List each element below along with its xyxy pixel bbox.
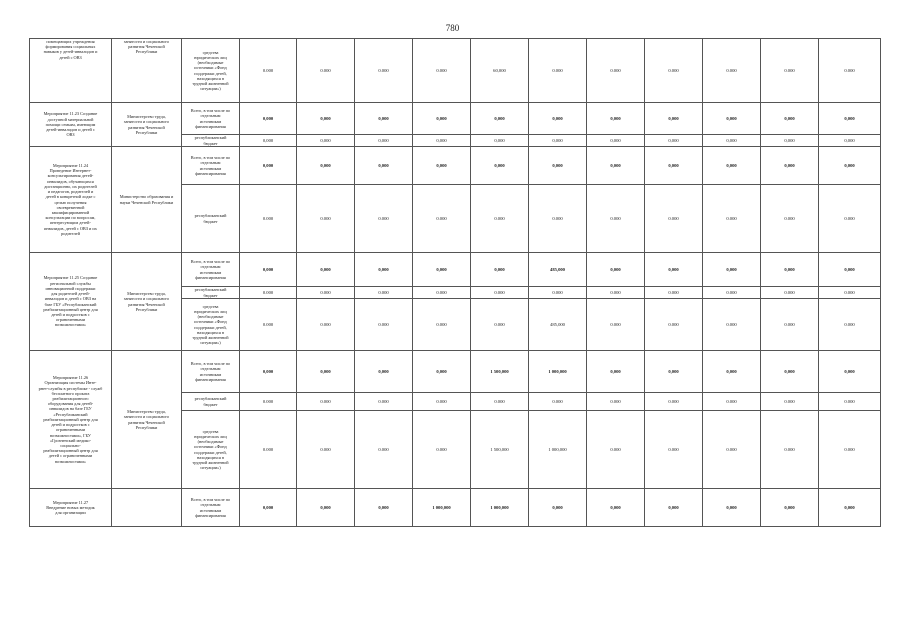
value-cell: 0,000 bbox=[645, 489, 703, 527]
value-cell: 0.000 bbox=[703, 299, 761, 351]
value-cell: 0,000 bbox=[297, 103, 355, 135]
value-cell: 0.000 bbox=[355, 299, 413, 351]
value-cell: 0,000 bbox=[240, 489, 297, 527]
value-cell: 0,000 bbox=[761, 253, 819, 287]
value-cell: 0,000 bbox=[529, 135, 587, 147]
value-cell: 0.000 bbox=[240, 287, 297, 299]
value-cell: 0.000 bbox=[297, 411, 355, 489]
value-cell: 0,000 bbox=[529, 489, 587, 527]
value-cell: 0,000 bbox=[471, 103, 529, 135]
value-cell: 0.000 bbox=[761, 393, 819, 411]
funding-source-cell: Всего, в том числе по отдельным источникам финансирования bbox=[182, 351, 240, 393]
value-cell: 0.000 bbox=[297, 39, 355, 103]
value-cell: 0.000 bbox=[819, 411, 881, 489]
value-cell: 0.000 bbox=[297, 393, 355, 411]
value-cell: 0.000 bbox=[471, 299, 529, 351]
executor-cell: занятости и социального развития Чеченской Республики bbox=[112, 39, 182, 103]
value-cell: 0,000 bbox=[819, 253, 881, 287]
funding-source-cell: средства юридических лиц (необходимые источники «Фонд поддержки детей, находящихся в трудной жизненной ситуации») bbox=[182, 39, 240, 103]
value-cell: 0,000 bbox=[819, 135, 881, 147]
budget-table bbox=[29, 38, 881, 527]
value-cell: 0.000 bbox=[529, 393, 587, 411]
value-cell: 0.000 bbox=[297, 299, 355, 351]
executor-cell: Министерство труда, занятости и социального развития Чеченской Республики bbox=[112, 103, 182, 147]
value-cell: 1 000,000 bbox=[529, 351, 587, 393]
page-number: 780 bbox=[445, 23, 460, 33]
value-cell: 0,000 bbox=[297, 147, 355, 185]
value-cell: 0.000 bbox=[761, 299, 819, 351]
funding-source-cell: республиканский бюджет bbox=[182, 135, 240, 147]
value-cell: 0,000 bbox=[471, 253, 529, 287]
value-cell: 1 000,000 bbox=[529, 411, 587, 489]
value-cell: 0.000 bbox=[761, 411, 819, 489]
table-row bbox=[30, 147, 881, 185]
value-cell: 0,000 bbox=[819, 489, 881, 527]
value-cell: 0.000 bbox=[240, 299, 297, 351]
value-cell: 0,000 bbox=[413, 135, 471, 147]
value-cell: 0.000 bbox=[587, 411, 645, 489]
value-cell: 0,000 bbox=[645, 103, 703, 135]
measure-cell: Мероприятие 11.23 Создание доступной материальной помощи семьям, имеющим детей-инвалидов и детей с ОВЗ bbox=[30, 103, 112, 147]
value-cell: 0.000 bbox=[645, 185, 703, 253]
measure-cell: Мероприятие 11.27 Внедрение новых методик для организации bbox=[30, 489, 112, 527]
value-cell: 0,000 bbox=[240, 135, 297, 147]
value-cell: 0.000 bbox=[413, 411, 471, 489]
funding-source-cell: республиканский бюджет bbox=[182, 393, 240, 411]
value-cell: 0.000 bbox=[587, 299, 645, 351]
value-cell: 0.000 bbox=[703, 411, 761, 489]
value-cell: 0,000 bbox=[587, 103, 645, 135]
value-cell: 0,000 bbox=[819, 351, 881, 393]
value-cell: 0.000 bbox=[471, 185, 529, 253]
funding-source-cell: Всего, в том числе по отдельным источникам финансирования bbox=[182, 489, 240, 527]
value-cell: 0.000 bbox=[355, 287, 413, 299]
value-cell: 0,000 bbox=[471, 147, 529, 185]
executor-cell: Министерство труда, занятости и социального развития Чеченской Республики bbox=[112, 253, 182, 351]
value-cell: 0.000 bbox=[355, 185, 413, 253]
value-cell: 0.000 bbox=[645, 39, 703, 103]
measure-cell: Мероприятие 11.25 Создание региональной службы инновационной поддержки для родителей детей- инвалидов и детей с ОВЗ на базе ГБУ «Республиканский реабилитационный центр для детей и подростков с ограниченными возможностями» bbox=[30, 253, 112, 351]
value-cell: 0,000 bbox=[587, 147, 645, 185]
value-cell: 0,000 bbox=[240, 351, 297, 393]
value-cell: 0.000 bbox=[240, 39, 297, 103]
value-cell: 0,000 bbox=[297, 135, 355, 147]
value-cell: 0.000 bbox=[587, 287, 645, 299]
value-cell: 0.000 bbox=[703, 39, 761, 103]
value-cell: 0,000 bbox=[703, 351, 761, 393]
value-cell: 0.000 bbox=[587, 393, 645, 411]
measure-cell: Мероприятие 11.26 Организация системы Инте- рнет-службы в республике - служб бесплатного проката реабилитационного оборудования для детей- инвалидов на базе ГБУ «Республиканский реабилитационный центр для детей и подростков с ограниченными возможностями», ГБУ «Грозненский медико- социально- реабилитационный центр для детей с ограниченными возможностями» bbox=[30, 351, 112, 489]
table-row bbox=[30, 39, 881, 103]
value-cell: 0.000 bbox=[819, 393, 881, 411]
table-row bbox=[30, 103, 881, 135]
value-cell: 0,000 bbox=[703, 253, 761, 287]
value-cell: 0.000 bbox=[645, 411, 703, 489]
value-cell: 0.000 bbox=[703, 185, 761, 253]
value-cell: 0,000 bbox=[240, 103, 297, 135]
value-cell: 0,000 bbox=[645, 351, 703, 393]
value-cell: 0,000 bbox=[761, 489, 819, 527]
value-cell: 0.000 bbox=[819, 185, 881, 253]
value-cell: 0.000 bbox=[761, 185, 819, 253]
value-cell: 0,000 bbox=[240, 147, 297, 185]
value-cell: 0,000 bbox=[413, 103, 471, 135]
value-cell: 0.000 bbox=[297, 185, 355, 253]
value-cell: 0,000 bbox=[587, 253, 645, 287]
value-cell: 0.000 bbox=[471, 287, 529, 299]
value-cell: 0,000 bbox=[761, 351, 819, 393]
value-cell: 0,000 bbox=[355, 489, 413, 527]
executor-cell bbox=[112, 489, 182, 527]
value-cell: 1 500,000 bbox=[471, 411, 529, 489]
value-cell: 0,000 bbox=[819, 147, 881, 185]
value-cell: 0.000 bbox=[413, 39, 471, 103]
value-cell: 0,000 bbox=[761, 103, 819, 135]
value-cell: 0,000 bbox=[761, 147, 819, 185]
value-cell: 0,000 bbox=[703, 147, 761, 185]
value-cell: 0.000 bbox=[819, 287, 881, 299]
table-row bbox=[30, 489, 881, 527]
funding-source-cell: Всего, в том числе по отдельным источникам финансирования bbox=[182, 103, 240, 135]
executor-cell: Министерство образования и науки Чеченской Республики bbox=[112, 147, 182, 253]
value-cell: 0,000 bbox=[413, 253, 471, 287]
value-cell: 0.000 bbox=[645, 393, 703, 411]
executor-cell: Министерство труда, занятости и социального развития Чеченской Республики bbox=[112, 351, 182, 489]
funding-source-cell: Всего, в том числе по отдельным источникам финансирования bbox=[182, 253, 240, 287]
funding-source-cell: республиканский бюджет bbox=[182, 287, 240, 299]
value-cell: 0.000 bbox=[240, 411, 297, 489]
value-cell: 0.000 bbox=[355, 393, 413, 411]
table-row bbox=[30, 253, 881, 287]
value-cell: 60,000 bbox=[471, 39, 529, 103]
value-cell: 0.000 bbox=[529, 185, 587, 253]
value-cell: 0.000 bbox=[761, 287, 819, 299]
value-cell: 0,000 bbox=[297, 351, 355, 393]
value-cell: 0,000 bbox=[471, 135, 529, 147]
value-cell: 0,000 bbox=[645, 147, 703, 185]
measure-cell: Мероприятие 11.24 Проведение Интернет- консультирования детей- инвалидов, обучающихся дистанционно, их родителей и педагогов, родителей и детей в конкретной лодке с целью получения своевременной квалифицированной консультации по вопросам, интересующим детей- инвалидов, детей с ОВЗ и их родителей bbox=[30, 147, 112, 253]
value-cell: 0.000 bbox=[297, 287, 355, 299]
funding-source-cell: Всего, в том числе по отдельным источникам финансирования bbox=[182, 147, 240, 185]
funding-source-cell: средства юридических лиц (необходимые источники «Фонд поддержки детей, находящихся в трудной жизненной ситуации») bbox=[182, 411, 240, 489]
value-cell: 1 500,000 bbox=[471, 351, 529, 393]
value-cell: 0,000 bbox=[240, 253, 297, 287]
value-cell: 0.000 bbox=[413, 185, 471, 253]
value-cell: 0.000 bbox=[355, 411, 413, 489]
value-cell: 0,000 bbox=[587, 351, 645, 393]
value-cell: 0,000 bbox=[297, 489, 355, 527]
value-cell: 0.000 bbox=[819, 39, 881, 103]
value-cell: 0,000 bbox=[529, 147, 587, 185]
value-cell: 0,000 bbox=[529, 103, 587, 135]
value-cell: 0,000 bbox=[297, 253, 355, 287]
value-cell: 0,000 bbox=[761, 135, 819, 147]
value-cell: 0.000 bbox=[819, 299, 881, 351]
value-cell: 0.000 bbox=[413, 287, 471, 299]
value-cell: 0,000 bbox=[587, 135, 645, 147]
value-cell: 0,000 bbox=[819, 103, 881, 135]
value-cell: 0,000 bbox=[645, 253, 703, 287]
value-cell: 0.000 bbox=[529, 39, 587, 103]
value-cell: 0,000 bbox=[645, 135, 703, 147]
value-cell: 0.000 bbox=[587, 185, 645, 253]
value-cell: 0.000 bbox=[703, 287, 761, 299]
value-cell: 0,000 bbox=[587, 489, 645, 527]
funding-source-cell: республиканский бюджет bbox=[182, 185, 240, 253]
value-cell: 0.000 bbox=[703, 393, 761, 411]
value-cell: 0,000 bbox=[355, 351, 413, 393]
value-cell: 0.000 bbox=[645, 287, 703, 299]
value-cell: 0.000 bbox=[645, 299, 703, 351]
funding-source-cell: средства юридических лиц (необходимые источники «Фонд поддержки детей, находящихся в трудной жизненной ситуации») bbox=[182, 299, 240, 351]
value-cell: 0.000 bbox=[240, 393, 297, 411]
value-cell: 0.000 bbox=[240, 185, 297, 253]
value-cell: 0,000 bbox=[355, 147, 413, 185]
value-cell: 0,000 bbox=[355, 103, 413, 135]
value-cell: 0.000 bbox=[413, 299, 471, 351]
measure-cell: помещающих учреждения формирования социальных навыков у детей-инвалидов и детей с ОВЗ bbox=[30, 39, 112, 103]
value-cell: 0.000 bbox=[413, 393, 471, 411]
value-cell: 0,000 bbox=[355, 253, 413, 287]
value-cell: 0.000 bbox=[761, 39, 819, 103]
value-cell: 0,000 bbox=[413, 147, 471, 185]
value-cell: 1 000,000 bbox=[471, 489, 529, 527]
value-cell: 0,000 bbox=[413, 351, 471, 393]
value-cell: 0.000 bbox=[587, 39, 645, 103]
value-cell: 0,000 bbox=[355, 135, 413, 147]
value-cell: 0,000 bbox=[703, 103, 761, 135]
value-cell: 0.000 bbox=[529, 287, 587, 299]
value-cell: 0.000 bbox=[355, 39, 413, 103]
value-cell: 0.000 bbox=[471, 393, 529, 411]
value-cell: 485,000 bbox=[529, 299, 587, 351]
value-cell: 0,000 bbox=[703, 135, 761, 147]
value-cell: 1 000,000 bbox=[413, 489, 471, 527]
value-cell: 0,000 bbox=[703, 489, 761, 527]
value-cell: 485,000 bbox=[529, 253, 587, 287]
table-row bbox=[30, 351, 881, 393]
